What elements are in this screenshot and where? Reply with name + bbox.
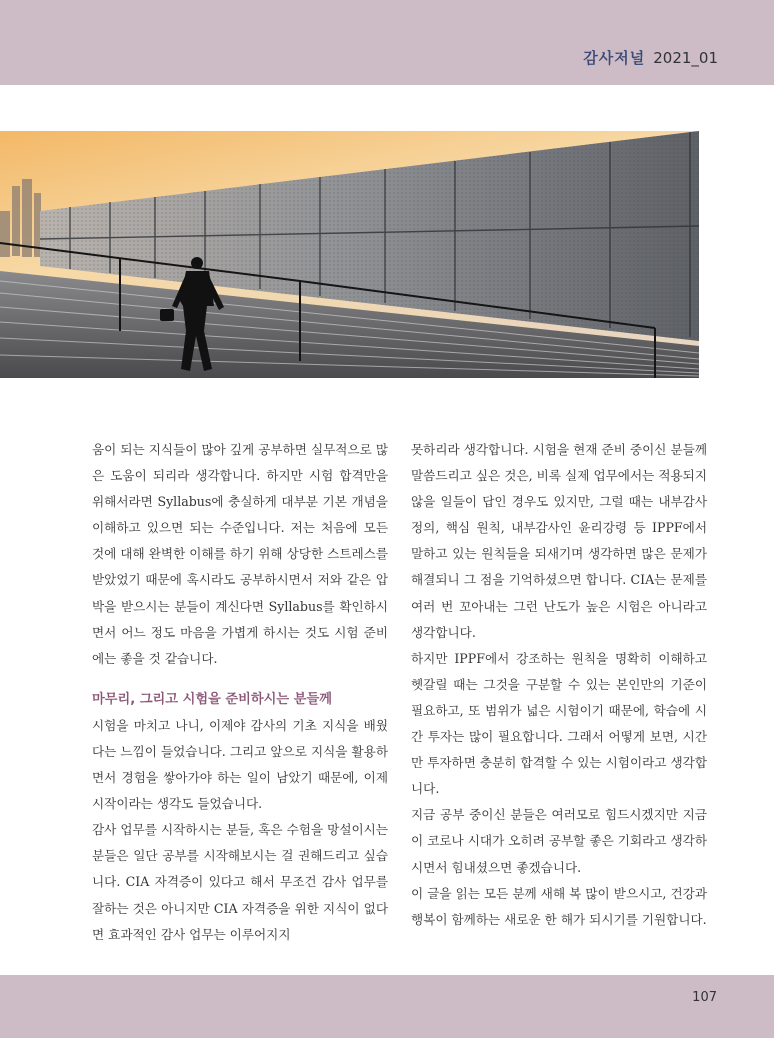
- issue-number: 2021_01: [653, 49, 718, 67]
- section-heading: 마무리, 그리고 시험을 준비하시는 분들께: [92, 691, 332, 707]
- businessman-climbing-stairs-image: [0, 131, 699, 378]
- page-number: 107: [692, 990, 717, 1005]
- magazine-title: [583, 47, 718, 68]
- right-paragraph-1: 못하리라 생각합니다. 시험을 현재 준비 중이신 분들께 말씀드리고 싶은 것은, 비록 실제 업무에서는 적용되지 않을 일들이 답인 경우도 있지만, 그럴 때는 내부감사 정의, 핵심 원칙, 내부감사인 윤리강령 등 IPPF에서 말하고 있는 원칙들을 되새기며 생각하면 많은 문제가 해결되니 그 점을 기억하셨으면 합니다. CIA는 문제를 여러 번 꼬아내는 그런 난도가 높은 시험은 아니라고 생각합니다.: [411, 442, 707, 640]
- footer-band: [0, 975, 774, 1038]
- right-paragraph-2: 하지만 IPPF에서 강조하는 원칙을 명확히 이해하고 헷갈릴 때는 그것을 구분할 수 있는 본인만의 기준이 필요하고, 또 범위가 넓은 시험이기 때문에, 학습에 시간 투자는 많이 필요합니다. 그래서 어떻게 보면, 시간만 투자하면 충분히 합격할 수 있는 시험이라고 생각합니다.: [411, 650, 707, 797]
- left-paragraph-1: 움이 되는 지식들이 많아 깊게 공부하면 실무적으로 많은 도움이 되리라 생각합니다. 하지만 시험 합격만을 위해서라면 Syllabus에 충실하게 대부분 기본 개념을 이해하고 있으면 되는 수준입니다. 저는 처음에 모든 것에 대해 완벽한 이해를 하기 위해 상당한 스트레스를 받았었기 때문에 혹시라도 공부하시면서 저와 같은 압박을 받으시는 분들이 계신다면 Syllabus를 확인하시면서 어느 정도 마음을 가볍게 하시는 것도 시험 준비에는 좋을 것 같습니다.: [92, 442, 388, 666]
- right-paragraph-4: 이 글을 읽는 모든 분께 새해 복 많이 받으시고, 건강과 행복이 함께하는 새로운 한 해가 되시기를 기원합니다.: [411, 885, 707, 927]
- left-paragraph-2: 시험을 마치고 나니, 이제야 감사의 기초 지식을 배웠다는 느낌이 들었습니다. 그리고 앞으로 지식을 활용하면서 경험을 쌓아가야 하는 일이 남았기 때문에, 이제 시작이라는 생각도 들었습니다.: [92, 717, 388, 812]
- header-band: [0, 0, 774, 85]
- left-column: [92, 437, 388, 948]
- right-paragraph-3: 지금 공부 중이신 분들은 여러모로 힘드시겠지만 지금 이 코로나 시대가 오히려 공부할 좋은 기회라고 생각하시면서 힘내셨으면 좋겠습니다.: [411, 807, 707, 875]
- left-paragraph-3: 감사 업무를 시작하시는 분들, 혹은 수험을 망설이시는 분들은 일단 공부를 시작해보시는 걸 권해드리고 싶습니다. CIA 자격증이 있다고 해서 무조건 감사 업무를 잘하는 것은 아니지만 CIA 자격증을 위한 지식이 없다면 효과적인 감사 업무는 이루어지지: [92, 822, 388, 942]
- right-column: [411, 437, 707, 933]
- magazine-brand: 감사저널: [583, 49, 646, 67]
